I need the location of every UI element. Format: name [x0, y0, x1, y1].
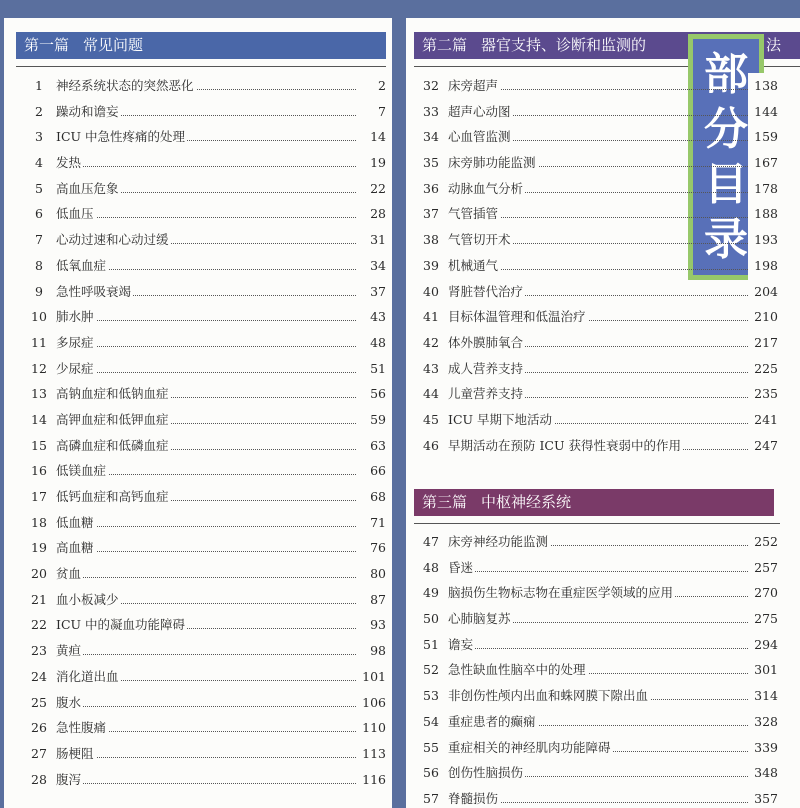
entry-title: 神经系统状态的突然恶化: [56, 73, 196, 99]
entry-title: 低血糖: [56, 510, 96, 536]
entry-title: 体外膜肺氧合: [448, 330, 525, 356]
entry-title: 血小板减少: [56, 587, 121, 613]
entry-title: 高钾血症和低钾血症: [56, 407, 171, 433]
entry-title: 创伤性脑损伤: [448, 760, 525, 786]
toc-entry: [418, 304, 778, 330]
entry-title: 低血压: [56, 201, 96, 227]
entry-number: 19: [31, 540, 47, 556]
entry-title: 多尿症: [56, 330, 96, 356]
entry-number: 14: [31, 411, 47, 427]
dot-leader: [56, 783, 358, 784]
toc-entry: [26, 407, 386, 433]
entry-page-number: 87: [356, 587, 386, 613]
entry-title: 早期活动在预防 ICU 获得性衰弱中的作用: [448, 433, 683, 459]
entry-number: 48: [423, 559, 439, 575]
dot-leader: [56, 757, 358, 758]
entry-number: 6: [35, 206, 43, 222]
entry-page-number: 178: [748, 176, 778, 202]
entry-title: 动脉血气分析: [448, 176, 525, 202]
entry-page-number: 66: [356, 458, 386, 484]
entry-page-number: 31: [356, 227, 386, 253]
entry-number: 9: [35, 283, 43, 299]
entry-page-number: 28: [356, 201, 386, 227]
toc-entry: [418, 433, 778, 459]
toc-entry: [418, 606, 778, 632]
toc-entry: [26, 381, 386, 407]
toc-entry: [26, 484, 386, 510]
toc-entry: [26, 767, 386, 793]
toc-entry: [26, 330, 386, 356]
entry-title: 超声心动图: [448, 99, 513, 125]
entry-number: 20: [31, 566, 47, 582]
entry-page-number: 193: [748, 227, 778, 253]
entry-page-number: 43: [356, 304, 386, 330]
part3-divider: [414, 523, 780, 524]
part1-header: [16, 32, 386, 59]
toc-entry: [26, 664, 386, 690]
entry-number: 43: [423, 360, 439, 376]
entry-page-number: 22: [356, 176, 386, 202]
entry-number: 24: [31, 668, 47, 684]
toc-entry: [26, 638, 386, 664]
toc-entry: [26, 510, 386, 536]
entry-title: 黄疸: [56, 638, 83, 664]
entry-title: 儿童营养支持: [448, 381, 525, 407]
entry-number: 17: [31, 489, 47, 504]
entry-title: 脊髓损伤: [448, 786, 500, 808]
dot-leader: [56, 217, 358, 218]
part1-divider: [16, 66, 386, 67]
toc-entry: [418, 683, 778, 709]
dot-leader: [448, 571, 750, 572]
entry-page-number: 270: [748, 580, 778, 606]
entry-page-number: 106: [356, 690, 386, 716]
left-page: [4, 18, 392, 808]
entry-number: 5: [35, 180, 43, 196]
toc-entry: [418, 786, 778, 808]
entry-page-number: 348: [748, 760, 778, 786]
entry-number: 10: [31, 309, 47, 325]
entry-page-number: 144: [748, 99, 778, 125]
toc-entry: [26, 73, 386, 99]
entry-number: 40: [423, 283, 439, 299]
entry-page-number: 188: [748, 201, 778, 227]
toc-entry: [26, 150, 386, 176]
entry-page-number: 294: [748, 632, 778, 658]
entry-page-number: 198: [748, 253, 778, 279]
toc-entry: [418, 555, 778, 581]
entry-number: 46: [423, 437, 439, 453]
entry-title: 低镁血症: [56, 458, 108, 484]
toc-entry: [26, 304, 386, 330]
entry-number: 8: [35, 257, 43, 273]
entry-number: 18: [31, 514, 47, 530]
entry-number: 11: [31, 334, 47, 350]
entry-number: 32: [423, 78, 439, 93]
entry-title: 脑损伤生物标志物在重症医学领域的应用: [448, 580, 675, 606]
toc-entry: [26, 201, 386, 227]
entry-number: 57: [423, 790, 439, 806]
entry-number: 44: [423, 386, 439, 402]
badge-char: 部: [704, 48, 748, 100]
dot-leader: [56, 166, 358, 167]
toc-entry: [418, 330, 778, 356]
toc-entry: [418, 407, 778, 433]
entry-number: 16: [31, 463, 47, 479]
badge-char: 录: [704, 213, 748, 265]
entry-number: 13: [31, 386, 47, 402]
toc-entry: [26, 176, 386, 202]
part3-toc-list: [418, 529, 778, 808]
entry-page-number: 314: [748, 683, 778, 709]
entry-page-number: 217: [748, 330, 778, 356]
entry-page-number: 275: [748, 606, 778, 632]
toc-entry: [418, 735, 778, 761]
part2-title: 器官支持、诊断和监测的: [481, 36, 647, 54]
entry-page-number: 225: [748, 356, 778, 382]
entry-page-number: 34: [356, 253, 386, 279]
entry-page-number: 116: [356, 767, 386, 793]
entry-number: 37: [423, 206, 439, 222]
entry-number: 35: [423, 155, 439, 171]
entry-title: 急性腹痛: [56, 715, 108, 741]
entry-page-number: 76: [356, 535, 386, 561]
part1-toc-list: [26, 73, 386, 792]
toc-entry: [418, 529, 778, 555]
entry-number: 54: [423, 713, 439, 729]
entry-title: 躁动和谵妄: [56, 99, 121, 125]
toc-entry: [26, 124, 386, 150]
entry-number: 4: [35, 155, 43, 171]
entry-number: 36: [423, 180, 439, 196]
entry-number: 56: [423, 765, 439, 781]
entry-page-number: 110: [356, 715, 386, 741]
entry-title: 发热: [56, 150, 83, 176]
entry-page-number: 68: [356, 484, 386, 510]
entry-number: 38: [423, 232, 439, 248]
toc-entry: [418, 760, 778, 786]
entry-number: 1: [35, 78, 43, 93]
entry-number: 47: [423, 534, 439, 549]
entry-number: 51: [423, 636, 439, 652]
entry-title: 成人营养支持: [448, 356, 525, 382]
entry-page-number: 339: [748, 735, 778, 761]
toc-entry: [26, 561, 386, 587]
entry-page-number: 204: [748, 279, 778, 305]
entry-page-number: 63: [356, 433, 386, 459]
entry-page-number: 37: [356, 279, 386, 305]
entry-title: 腹泻: [56, 767, 83, 793]
entry-number: 52: [423, 662, 439, 678]
entry-page-number: 301: [748, 657, 778, 683]
entry-number: 42: [423, 334, 439, 350]
part3-header: [414, 489, 774, 516]
entry-number: 25: [31, 694, 47, 710]
entry-number: 3: [35, 129, 43, 145]
toc-entry: [26, 458, 386, 484]
toc-entry: [26, 433, 386, 459]
dot-leader: [56, 320, 358, 321]
entry-title: 肺水肿: [56, 304, 96, 330]
entry-page-number: 80: [356, 561, 386, 587]
toc-entry: [418, 580, 778, 606]
entry-title: 腹水: [56, 690, 83, 716]
dot-leader: [56, 551, 358, 552]
entry-title: 谵妄: [448, 632, 475, 658]
entry-title: 床旁超声: [448, 73, 500, 99]
entry-title: 心动过速和心动过缓: [56, 227, 171, 253]
part3-title: 中枢神经系统: [481, 493, 572, 511]
entry-title: 心血管监测: [448, 124, 513, 150]
toc-entry: [26, 715, 386, 741]
entry-title: 肠梗阻: [56, 741, 96, 767]
entry-number: 28: [31, 771, 47, 787]
entry-page-number: 59: [356, 407, 386, 433]
dot-leader: [448, 648, 750, 649]
entry-number: 41: [423, 309, 439, 325]
entry-page-number: 7: [356, 99, 386, 125]
entry-title: ICU 中的凝血功能障碍: [56, 612, 187, 638]
entry-number: 23: [31, 643, 47, 659]
dot-leader: [56, 706, 358, 707]
entry-number: 33: [423, 103, 439, 119]
entry-page-number: 71: [356, 510, 386, 536]
entry-title: 气管切开术: [448, 227, 513, 253]
entry-page-number: 210: [748, 304, 778, 330]
part2-number: 第二篇: [422, 36, 468, 54]
part3-number: 第三篇: [422, 493, 468, 511]
entry-page-number: 138: [748, 73, 778, 99]
toc-entry: [418, 279, 778, 305]
part1-number: 第一篇: [24, 36, 70, 54]
entry-title: 重症患者的癫痫: [448, 709, 538, 735]
toc-entry: [418, 657, 778, 683]
dot-leader: [56, 577, 358, 578]
entry-number: 22: [31, 617, 47, 633]
entry-page-number: 159: [748, 124, 778, 150]
entry-title: 床旁肺功能监测: [448, 150, 538, 176]
entry-number: 50: [423, 611, 439, 627]
entry-title: 高磷血症和低磷血症: [56, 433, 171, 459]
entry-page-number: 235: [748, 381, 778, 407]
entry-page-number: 56: [356, 381, 386, 407]
entry-title: 急性呼吸衰竭: [56, 279, 133, 305]
entry-title: 心肺脑复苏: [448, 606, 513, 632]
toc-entry: [418, 381, 778, 407]
entry-title: 低氧血症: [56, 253, 108, 279]
entry-title: 肾脏替代治疗: [448, 279, 525, 305]
entry-page-number: 19: [356, 150, 386, 176]
badge-char: 分: [704, 103, 748, 155]
entry-title: 贫血: [56, 561, 83, 587]
entry-title: 非创伤性颅内出血和蛛网膜下隙出血: [448, 683, 650, 709]
entry-page-number: 247: [748, 433, 778, 459]
entry-page-number: 241: [748, 407, 778, 433]
entry-number: 45: [423, 411, 439, 427]
entry-title: 目标体温管理和低温治疗: [448, 304, 588, 330]
entry-title: 低钙血症和高钙血症: [56, 484, 171, 510]
entry-page-number: 101: [356, 664, 386, 690]
entry-title: 高血压危象: [56, 176, 121, 202]
dot-leader: [56, 372, 358, 373]
dot-leader: [56, 526, 358, 527]
entry-number: 15: [31, 437, 47, 453]
part2-title-tail: 法: [766, 36, 782, 54]
entry-page-number: 257: [748, 555, 778, 581]
entry-title: 机械通气: [448, 253, 500, 279]
entry-title: ICU 中急性疼痛的处理: [56, 124, 187, 150]
entry-page-number: 2: [356, 73, 386, 99]
toc-entry: [26, 99, 386, 125]
entry-title: ICU 早期下地活动: [448, 407, 554, 433]
entry-title: 消化道出血: [56, 664, 121, 690]
toc-entry: [26, 227, 386, 253]
toc-entry: [418, 632, 778, 658]
dot-leader: [56, 654, 358, 655]
entry-title: 少尿症: [56, 356, 96, 382]
entry-page-number: 14: [356, 124, 386, 150]
toc-entry: [26, 690, 386, 716]
toc-entry: [418, 356, 778, 382]
entry-number: 27: [31, 745, 47, 761]
entry-page-number: 98: [356, 638, 386, 664]
toc-entry: [418, 709, 778, 735]
toc-entry: [26, 612, 386, 638]
toc-entry: [26, 535, 386, 561]
entry-title: 床旁神经功能监测: [448, 529, 550, 555]
entry-page-number: 328: [748, 709, 778, 735]
entry-number: 2: [35, 103, 43, 119]
part1-title: 常见问题: [83, 36, 144, 54]
entry-title: 昏迷: [448, 555, 475, 581]
entry-number: 21: [31, 591, 47, 607]
entry-title: 重症相关的神经肌肉功能障碍: [448, 735, 613, 761]
toc-entry: [26, 356, 386, 382]
entry-page-number: 48: [356, 330, 386, 356]
entry-page-number: 167: [748, 150, 778, 176]
entry-number: 7: [35, 232, 43, 248]
entry-page-number: 252: [748, 529, 778, 555]
entry-number: 39: [423, 257, 439, 273]
entry-number: 55: [423, 739, 439, 755]
entry-number: 12: [31, 360, 47, 376]
entry-title: 高钠血症和低钠血症: [56, 381, 171, 407]
entry-number: 34: [423, 129, 439, 145]
dot-leader: [56, 346, 358, 347]
entry-number: 53: [423, 688, 439, 704]
toc-entry: [26, 741, 386, 767]
badge-char: 目: [704, 158, 748, 210]
entry-number: 26: [31, 720, 47, 736]
toc-entry: [26, 279, 386, 305]
entry-title: 高血糖: [56, 535, 96, 561]
toc-entry: [26, 587, 386, 613]
toc-entry: [26, 253, 386, 279]
entry-page-number: 93: [356, 612, 386, 638]
entry-title: 气管插管: [448, 201, 500, 227]
entry-page-number: 357: [748, 786, 778, 808]
entry-page-number: 113: [356, 741, 386, 767]
entry-page-number: 51: [356, 356, 386, 382]
entry-number: 49: [423, 585, 439, 601]
entry-title: 急性缺血性脑卒中的处理: [448, 657, 588, 683]
